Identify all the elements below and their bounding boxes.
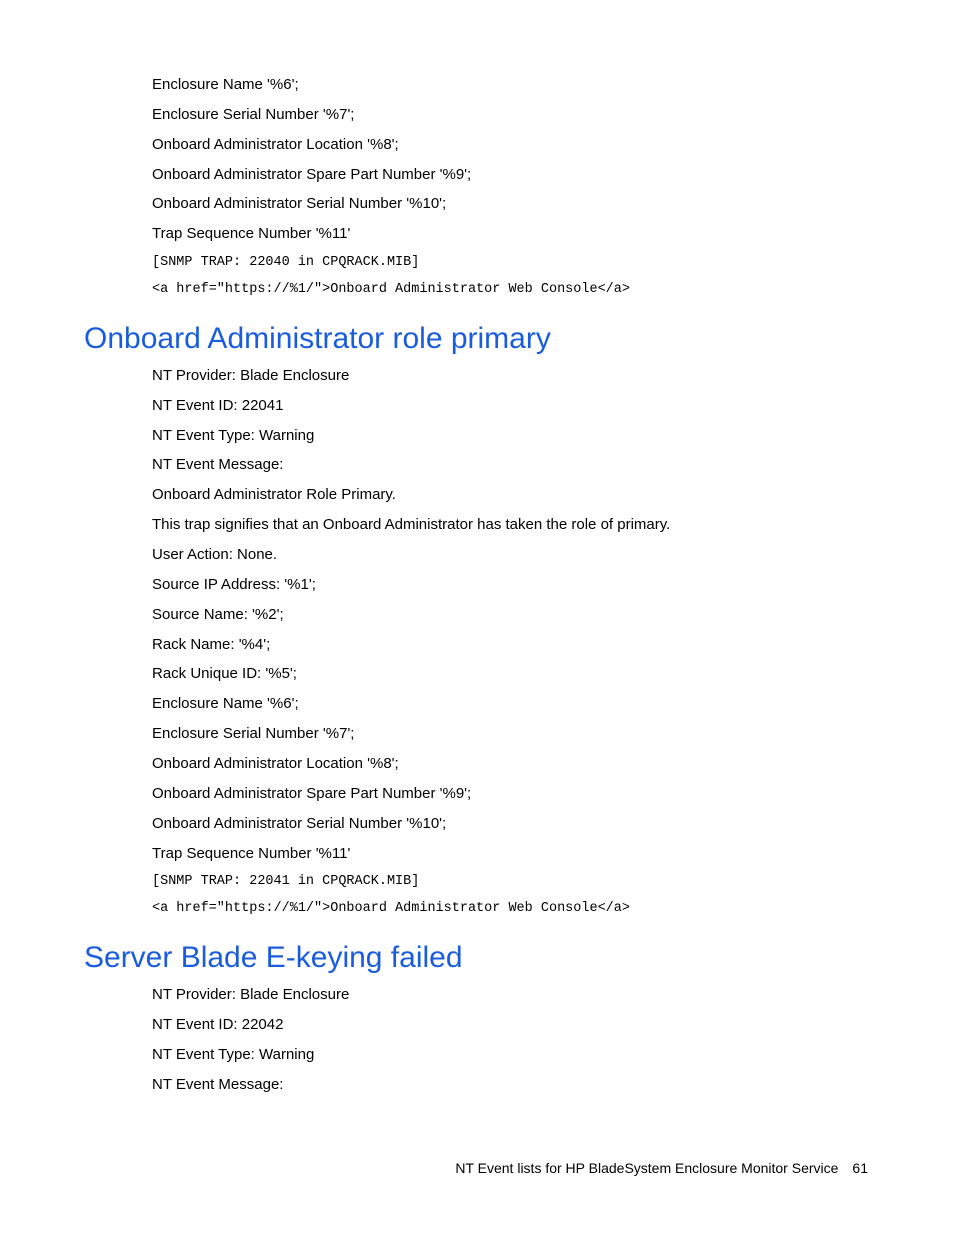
text-line: Enclosure Name '%6'; xyxy=(152,76,299,93)
code-line: <a href="https://%1/">Onboard Administrator Web Console</a> xyxy=(152,282,630,297)
text-line: This trap signifies that an Onboard Administrator has taken the role of primary. xyxy=(152,516,671,533)
text-line: NT Event Type: Warning xyxy=(152,1046,315,1063)
text-line: User Action: None. xyxy=(152,546,278,563)
text-line: Enclosure Serial Number '%7'; xyxy=(152,106,355,123)
text-line: Source IP Address: '%1'; xyxy=(152,576,316,593)
text-line: NT Event Message: xyxy=(152,1076,284,1093)
text-line: Onboard Administrator Spare Part Number '%9'; xyxy=(152,166,472,183)
text-line: Trap Sequence Number '%11' xyxy=(152,225,351,242)
text-line: NT Event Message: xyxy=(152,456,284,473)
text-line: Onboard Administrator Location '%8'; xyxy=(152,755,399,772)
text-line: Enclosure Name '%6'; xyxy=(152,695,299,712)
text-line: Onboard Administrator Location '%8'; xyxy=(152,136,399,153)
code-line: <a href="https://%1/">Onboard Administrator Web Console</a> xyxy=(152,901,630,916)
text-line: Source Name: '%2'; xyxy=(152,606,284,623)
text-line: Enclosure Serial Number '%7'; xyxy=(152,725,355,742)
text-line: Rack Name: '%4'; xyxy=(152,636,271,653)
text-line: NT Provider: Blade Enclosure xyxy=(152,986,350,1003)
text-line: Onboard Administrator Spare Part Number '%9'; xyxy=(152,785,472,802)
text-line: NT Event ID: 22042 xyxy=(152,1016,284,1033)
section-heading: Server Blade E-keying failed xyxy=(84,941,463,974)
page-number: 61 xyxy=(852,1160,868,1176)
text-line: Onboard Administrator Role Primary. xyxy=(152,486,396,503)
text-line: NT Event Type: Warning xyxy=(152,427,315,444)
text-line: Trap Sequence Number '%11' xyxy=(152,845,351,862)
text-line: Onboard Administrator Serial Number '%10'; xyxy=(152,195,447,212)
code-line: [SNMP TRAP: 22040 in CPQRACK.MIB] xyxy=(152,255,420,270)
text-line: Rack Unique ID: '%5'; xyxy=(152,665,297,682)
section-heading: Onboard Administrator role primary xyxy=(84,322,551,355)
code-line: [SNMP TRAP: 22041 in CPQRACK.MIB] xyxy=(152,874,420,889)
page-footer xyxy=(455,1158,868,1178)
text-line: NT Event ID: 22041 xyxy=(152,397,284,414)
text-line: Onboard Administrator Serial Number '%10'; xyxy=(152,815,447,832)
footer-title: NT Event lists for HP BladeSystem Enclosure Monitor Service xyxy=(455,1160,839,1176)
text-line: NT Provider: Blade Enclosure xyxy=(152,367,350,384)
